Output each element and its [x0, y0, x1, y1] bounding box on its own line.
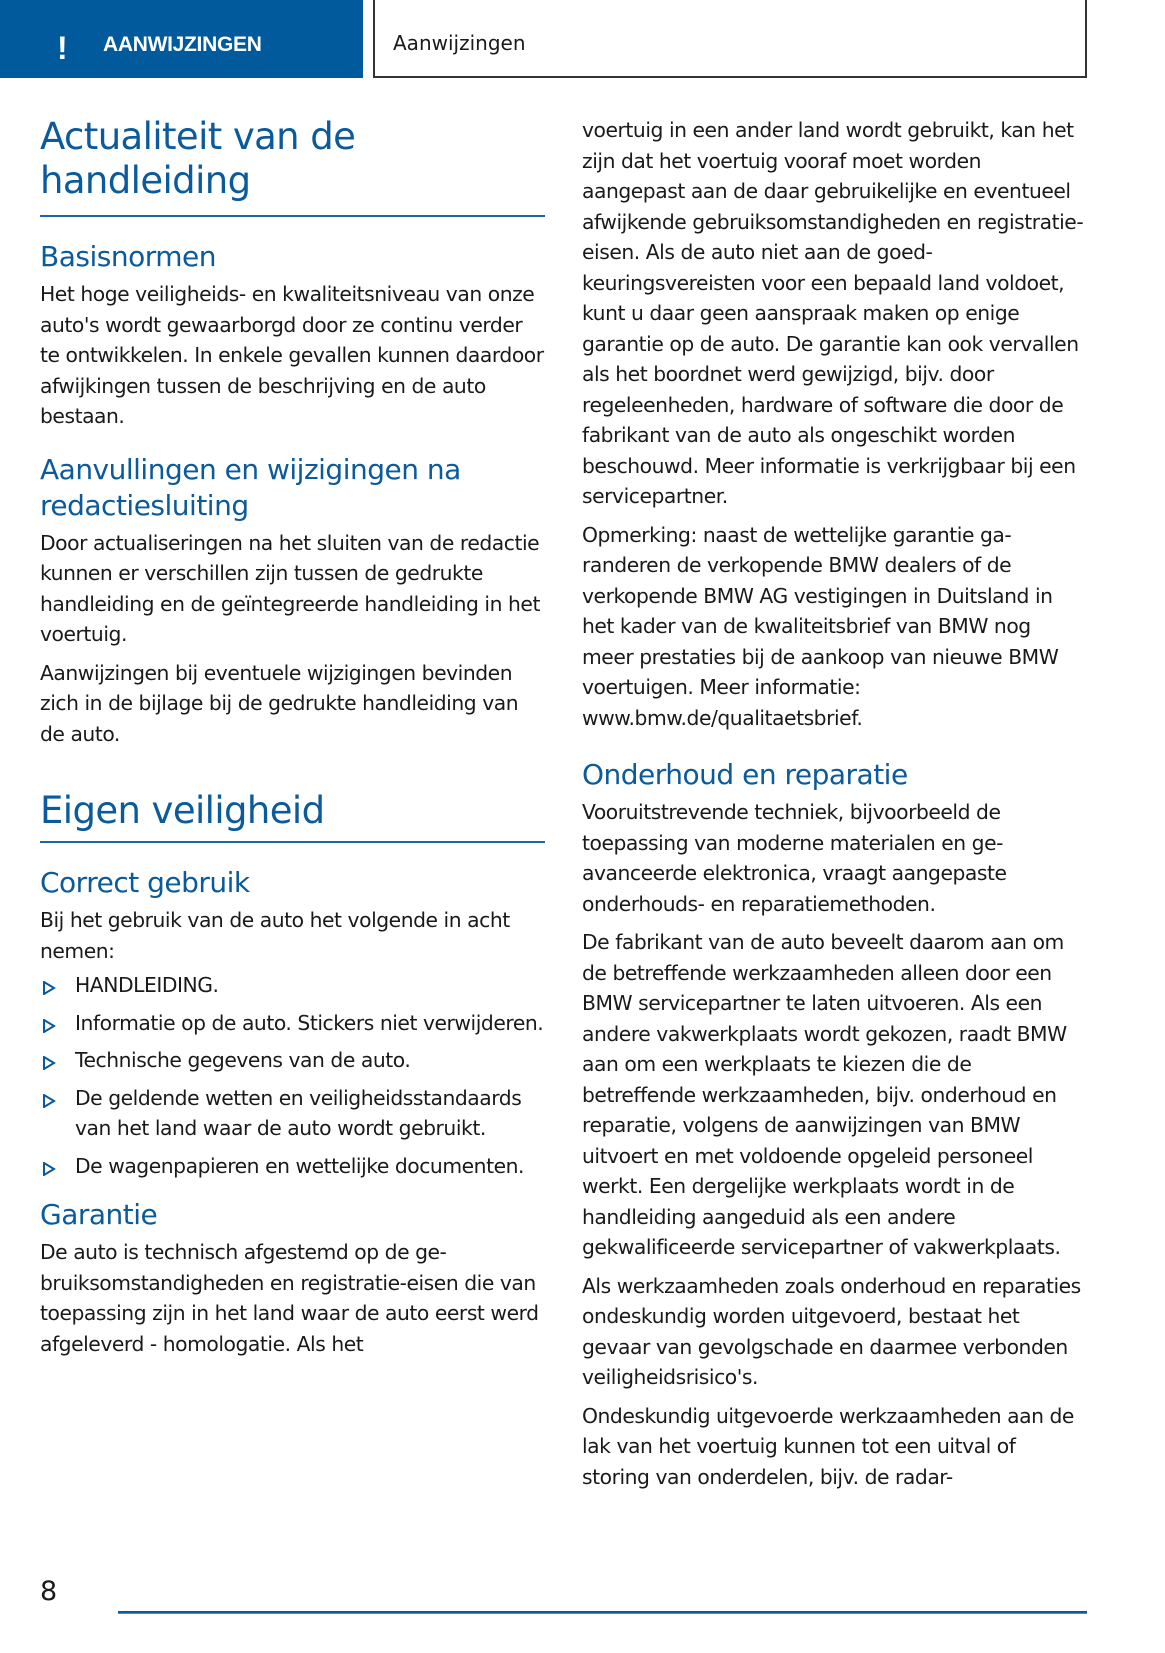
list-item: [40, 1083, 545, 1144]
heading-correct-gebruik: Correct gebruik: [40, 866, 250, 899]
heading-onderhoud: Onderhoud en reparatie: [582, 758, 908, 791]
section-title-line: Actualiteit van de: [40, 115, 356, 158]
heading-garantie: Garantie: [40, 1198, 158, 1231]
paragraph-onderhoud-4: Ondeskundig uitgevoerde werkzaamheden aan de lak van het voertuig kunnen tot een uitval of storing van onderdelen, bijv. de radar-: [582, 1403, 1074, 1489]
list-item-text: HANDLEIDING.: [75, 973, 219, 997]
list-item-text: De wagenpapieren en wettelijke documenten.: [75, 1153, 525, 1178]
heading-line: redactiesluiting: [40, 488, 249, 522]
chapter-header-band: [0, 0, 363, 78]
section-title-actualiteit: [40, 115, 545, 217]
paragraph-basisnormen: Het hoge veiligheids- en kwaliteitsniveau van onze auto's wordt gewaarborgd door ze continu verder te ontwikkelen. In enkele gevallen kunnen daardoor afwijkingen tussen de beschrijving en de auto bestaan.: [40, 282, 544, 428]
paragraph-onderhoud-1: Vooruitstrevende techniek, bijvoorbeeld de toepassing van moderne materialen en geavanceerde elektronica, vraagt aangepaste onderhouds- en reparatiemethoden.: [582, 800, 1007, 916]
paragraph-opmerking: Opmerking: naast de wettelijke garantie garanderen de verkopende BMW dealers of de verkopende BMW AG vestigingen in Duitsland in het kader van de kwaliteitsbrief van BMW nog meer prestaties bij de aankoop van nieuwe BMW voertuigen. Meer informatie: www.bmw.de/qualitaetsbrief.: [582, 522, 1059, 730]
list-item: [40, 1151, 545, 1182]
paragraph-garantie-continued: voertuig in een ander land wordt gebruikt, kan het zijn dat het voertuig vooraf moet worden aangepast aan de daar gebruikelijke en eventueel afwijkende gebruiksomstandigheden en registratie-eisen. Als de auto niet aan de goedkeuringsvereisten voor een bepaald land voldoet, kunt u daar geen aanspraak maken op enige garantie op de auto. De garantie kan ook vervallen als het boordnet werd gewijzigd, bijv. door regeleenheden, hardware of software die door de fabrikant van de auto als ongeschikt worden beschouwd. Meer informatie is verkrijgbaar bij een servicepartner.: [582, 118, 1084, 508]
heading-aanvullingen: [40, 452, 545, 524]
section-tab: [373, 0, 1087, 78]
list-item: [40, 970, 545, 1001]
paragraph-garantie: De auto is technisch afgestemd op de gebruiksomstandigheden en registratie-eisen die van toepassing zijn in het land waar de auto eerst werd afgeleverd - homologatie. Als het: [40, 1240, 539, 1356]
heading-basisnormen: Basisnormen: [40, 240, 216, 273]
paragraph-aanvullingen-2: Aanwijzingen bij eventuele wijzigingen bevinden zich in de bijlage bij de gedrukte handleiding van de auto.: [40, 660, 519, 746]
left-column: [40, 115, 545, 1367]
heading-line: Aanvullingen en wijzigingen na: [40, 452, 461, 486]
list-item-text: Technische gegevens van de auto.: [75, 1048, 411, 1072]
exclamation-icon: !: [57, 30, 68, 66]
list-item: [40, 1045, 545, 1076]
list-item: [40, 1008, 545, 1039]
list-item-text: Informatie op de auto. Stickers niet verwijderen.: [75, 1010, 544, 1035]
bullet-list: [40, 970, 545, 1181]
footer-divider: [118, 1611, 1087, 1614]
right-column: [582, 115, 1087, 1500]
paragraph-onderhoud-3: Als werkzaamheden zoals onderhoud en reparaties ondeskundig worden uitgevoerd, bestaat het gevaar van gevolgschade en daarmee verbonden veiligheidsrisico's.: [582, 1273, 1081, 1389]
paragraph-aanvullingen-1: Door actualiseringen na het sluiten van de redactie kunnen er verschillen zijn tussen de gedrukte handleiding en de geïntegreerde handleiding in het voertuig.: [40, 530, 540, 646]
page-number: 8: [40, 1576, 58, 1607]
chapter-label: AANWIJZINGEN: [103, 33, 262, 56]
section-tab-label: Aanwijzingen: [393, 31, 526, 55]
section-title-eigen-veiligheid: Eigen veiligheid: [40, 789, 545, 843]
section-title-line: handleiding: [40, 159, 251, 202]
paragraph-onderhoud-2: De fabrikant van de auto beveelt daarom aan om de betreffende werkzaamheden alleen door een BMW servicepartner te laten uitvoeren. Als een andere vakwerkplaats wordt gekozen, raadt BMW aan om een werkplaats te kiezen die de betreffende werkzaamheden, bijv. onderhoud en reparatie, volgens de aanwijzingen van BMW uitvoert en met voldoende opgeleid personeel werkt. Een dergelijke werkplaats wordt in de handleiding aangeduid als een andere gekwalificeerde servicepartner of vakwerkplaats.: [582, 930, 1067, 1259]
list-item-text: De geldende wetten en veiligheidsstandaards van het land waar de auto wordt gebruikt.: [75, 1085, 522, 1140]
paragraph-correct-gebruik-intro: Bij het gebruik van de auto het volgende in acht nemen:: [40, 908, 510, 963]
